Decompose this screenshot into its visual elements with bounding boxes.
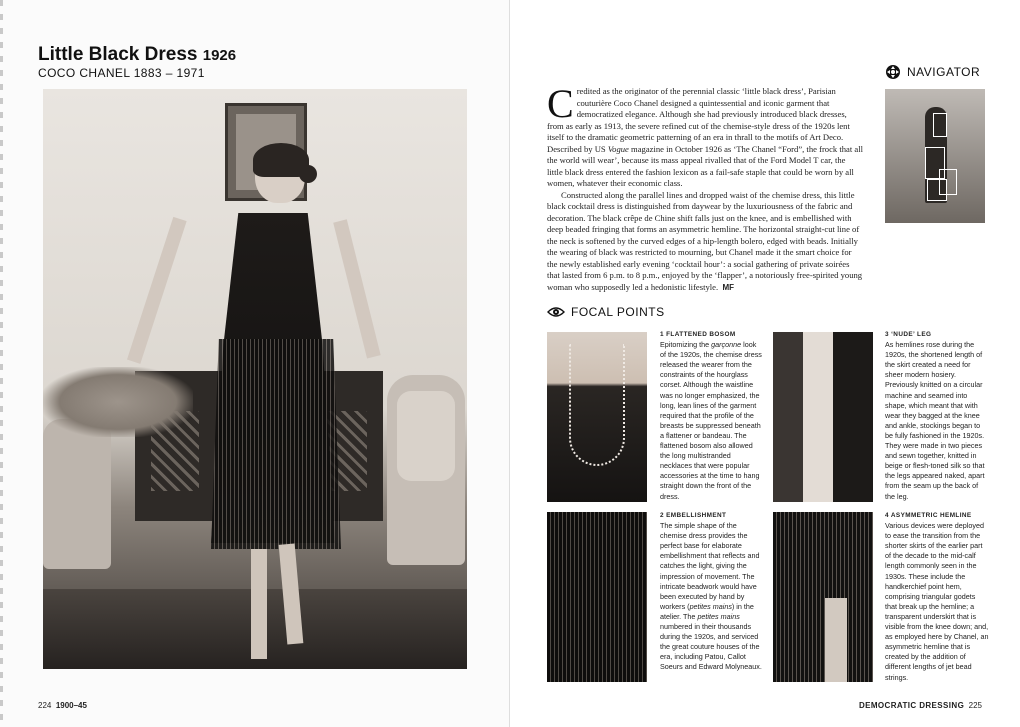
focal-point-italic: petites mains xyxy=(697,611,740,621)
author-initials: MF xyxy=(722,282,734,292)
focal-image-4 xyxy=(773,512,873,682)
focal-point-text-part: Epitomizing the xyxy=(660,340,712,350)
main-photograph xyxy=(43,89,467,669)
folio-left xyxy=(38,701,87,710)
intro-paragraph-1 xyxy=(547,81,863,190)
title-text: Little Black Dress xyxy=(38,44,198,65)
focal-point-1 xyxy=(660,330,764,502)
focal-image-3 xyxy=(773,332,873,502)
page-title xyxy=(38,44,236,66)
navigator-thumbnail xyxy=(885,89,985,223)
section-label-right: DEMOCRATIC DRESSING xyxy=(858,701,965,710)
focal-point-text-part: The simple shape of the chemise dress provides the perfect base for elaborate embellishment that reflects and catches the light, giving the impression of movement. The intricate beadwork would have been executed by hand by workers ( xyxy=(660,521,760,611)
focal-image-1 xyxy=(547,332,647,502)
focal-point-text xyxy=(660,340,764,502)
focal-point-text-part: ) in the atelier. The xyxy=(660,601,754,621)
intro-p1-part1: redited as the originator of the perennial classic ‘little black dress’, Parisian couturière Coco Chanel designed a quintessential and iconic garment that democratized elegance. Although she had previously introduced black dresses, from as early as 1913, the severe refined cut of the chemise-style dress of the 1920s lent itself to the dramatic geometric patterning of an era in thrall to the motifs of Art Deco. Described by US xyxy=(547,86,850,154)
photo-arm-left xyxy=(127,217,187,364)
intro-p1-part2: magazine in October 1926 as ‘The Chanel “Ford”, the frock that all the world will wear’, because its mass appeal rivalled that of the Ford Model T car, the little black dress entered the fashion lexicon as a fail-safe staple that could be worn by all women, whatever their economic class. xyxy=(547,143,863,188)
focal-points-heading xyxy=(547,305,665,319)
focal-point-text-part: numbered in their thousands during the 1920s, and serviced the great couture houses of the era, including Patou, Callot Soeurs and Edward Molyneaux. xyxy=(660,622,762,672)
focal-point-title: 2 EMBELLISHMENT xyxy=(660,512,727,519)
title-year: 1926 xyxy=(202,47,237,64)
photo-dress-fringe xyxy=(211,339,341,549)
focal-point-3 xyxy=(885,330,989,502)
photo-chair-right xyxy=(387,375,465,565)
navigator-icon xyxy=(885,64,901,80)
focal-point-title: 3 ‘NUDE’ LEG xyxy=(885,331,932,338)
intro-p1-italic: Vogue xyxy=(607,143,629,154)
page-number-left: 224 xyxy=(38,701,52,710)
drop-cap: C xyxy=(547,81,574,126)
photo-arm-right xyxy=(333,219,380,358)
right-page xyxy=(510,0,1020,727)
photo-chair-left xyxy=(43,419,111,569)
focal-point-text: As hemlines rose during the 1920s, the shortened length of the skirt created a need for sheer modern hosiery. Previously knitted on a circular machine and seamed into shape, which meant that with wear they bagged at the knee and ankle, stockings began to be fully fashioned in the 1920s. They were made in two pieces and sewn together, knitted in beige or flesh-toned silk so that the legs appeared naked, apart from the seam up the back of the leg. xyxy=(885,340,985,501)
focal-point-2 xyxy=(660,511,764,673)
designer-subtitle: COCO CHANEL 1883 – 1971 xyxy=(38,66,205,80)
focal-point-4 xyxy=(885,511,989,683)
photo-fur-throw xyxy=(43,367,193,437)
intro-paragraph-2 xyxy=(547,190,863,294)
focal-point-text xyxy=(660,521,764,672)
intro-text xyxy=(547,81,863,293)
focal-point-title: 4 ASYMMETRIC HEMLINE xyxy=(885,512,972,519)
page-edge-marks xyxy=(0,0,3,727)
folio-right xyxy=(859,701,982,710)
focal-image-2 xyxy=(547,512,647,682)
navigator-label: NAVIGATOR xyxy=(907,65,981,79)
navigator-box-4 xyxy=(939,169,957,195)
page-number-right: 225 xyxy=(968,701,982,710)
focal-point-italic: petites mains xyxy=(689,601,732,611)
eye-icon xyxy=(547,306,565,318)
focal-point-text: Various devices were deployed to ease the transition from the shorter skirts of the earlier part of the decade to the mid-calf length commonly seen in the 1930s. These include the handkerchief point hem, comprising triangular godets that break up the hemline; a transparent underskirt that is visible from the knee down; and, as employed here by Chanel, an asymmetric hemline that is created by the addition of different lengths of jet bead strings. xyxy=(885,521,989,682)
focal-point-text-part: look of the 1920s, the chemise dress released the wearer from the constraints of the hourglass corset. Although the waistline was no longer emphasized, the long, lean lines of the garment required that the profile of the breasts be suppressed beneath a flattener or bandeau. The flattened bosom also allowed the long multistranded necklaces that were popular accessories at the time to hang straight down the front of the dress. xyxy=(660,340,762,501)
focal-point-italic: garçonne xyxy=(711,340,742,350)
focal-point-title: 1 FLATTENED BOSOM xyxy=(660,331,736,338)
focal-points-label: FOCAL POINTS xyxy=(571,305,665,319)
intro-p2-text: Constructed along the parallel lines and dropped waist of the chemise dress, this little black cocktail dress is distinguished from daywear by the luxuriousness of the fabric and decoration. The black crêpe de Chine shift falls just on the knee, and is embellished with deep beaded fringing that forms an asymmetric hemline. The horizontal straight-cut line of the neck is softened by the curved edges of a hip-length bolero, edged with beads. Initially the wearing of black was restricted to mourning, but Chanel made it the smart choice for the newly established early evening ‘cocktail hour’: a social gathering of private soirées that lasted from 6 p.m. to 8 p.m., enjoyed by the ‘flapper’, a notoriously free-spirited young woman who supposedly led a hedonistic lifestyle. xyxy=(547,189,863,292)
navigator-heading xyxy=(885,64,980,80)
navigator-box-1 xyxy=(933,113,947,137)
photo-hair-bun xyxy=(299,165,317,183)
photo-leg-left xyxy=(251,549,267,659)
section-label-left: 1900–45 xyxy=(55,701,87,710)
